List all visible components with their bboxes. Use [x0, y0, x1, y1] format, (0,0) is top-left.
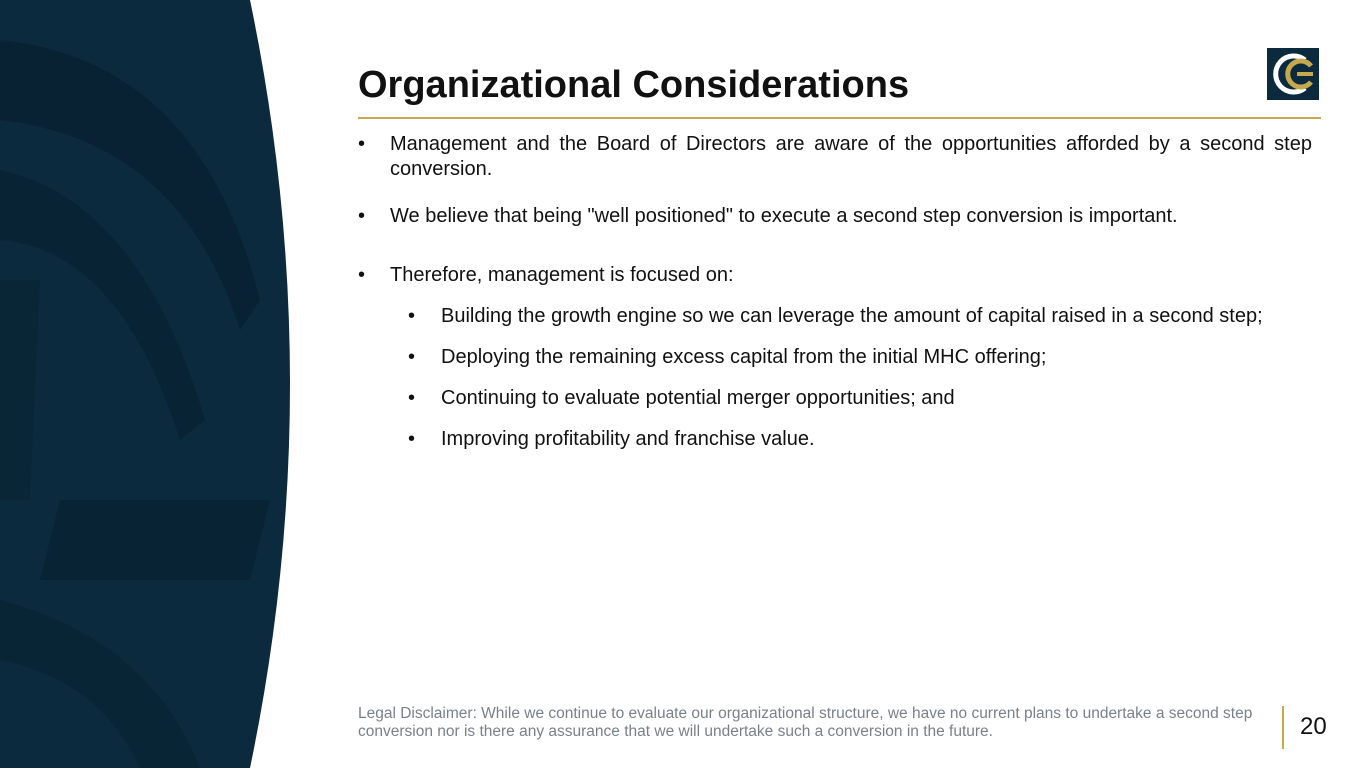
bullet-list [358, 132, 1312, 460]
bullet-icon: • [358, 133, 366, 155]
legal-disclaimer: Legal Disclaimer: While we continue to evaluate our organizational structure, we have no current plans to undertake a second step conversion nor is there any assurance that we will undertake such a conversion in the future. [358, 705, 1253, 740]
sub-bullet-item [358, 419, 1312, 460]
slide-title: Organizational Considerations [358, 64, 910, 106]
bullet-item [358, 263, 1312, 460]
bullet-icon: • [358, 264, 366, 286]
sub-bullet-item [358, 296, 1312, 337]
sub-bullet-item [358, 378, 1312, 419]
sub-bullet-list [390, 296, 1312, 460]
sub-bullet-text: Building the growth engine so we can leverage the amount of capital raised in a second step; [441, 305, 1263, 327]
sub-bullet-text: Continuing to evaluate potential merger opportunities; and [441, 387, 955, 409]
sub-bullet-item [358, 337, 1312, 378]
bullet-text: Management and the Board of Directors are aware of the opportunities afforded by a second step conversion. [390, 133, 1312, 180]
sub-bullet-text: Deploying the remaining excess capital from the initial MHC offering; [441, 346, 1047, 368]
sub-bullet-text: Improving profitability and franchise value. [441, 428, 815, 450]
bullet-icon: • [408, 387, 416, 409]
bullet-icon: • [408, 305, 416, 327]
company-logo [1267, 48, 1319, 100]
bullet-icon: • [408, 428, 416, 450]
bullet-icon: • [408, 346, 416, 368]
bullet-icon: • [358, 205, 366, 227]
page-number: 20 [1300, 713, 1327, 740]
footer-divider [1282, 706, 1284, 749]
bullet-item [358, 204, 1312, 229]
bullet-text: We believe that being "well positioned" to execute a second step conversion is important. [390, 205, 1178, 227]
decorative-left-panel [0, 0, 320, 768]
bullet-item [358, 132, 1312, 182]
bullet-text: Therefore, management is focused on: [390, 264, 734, 286]
title-underline [358, 117, 1321, 119]
